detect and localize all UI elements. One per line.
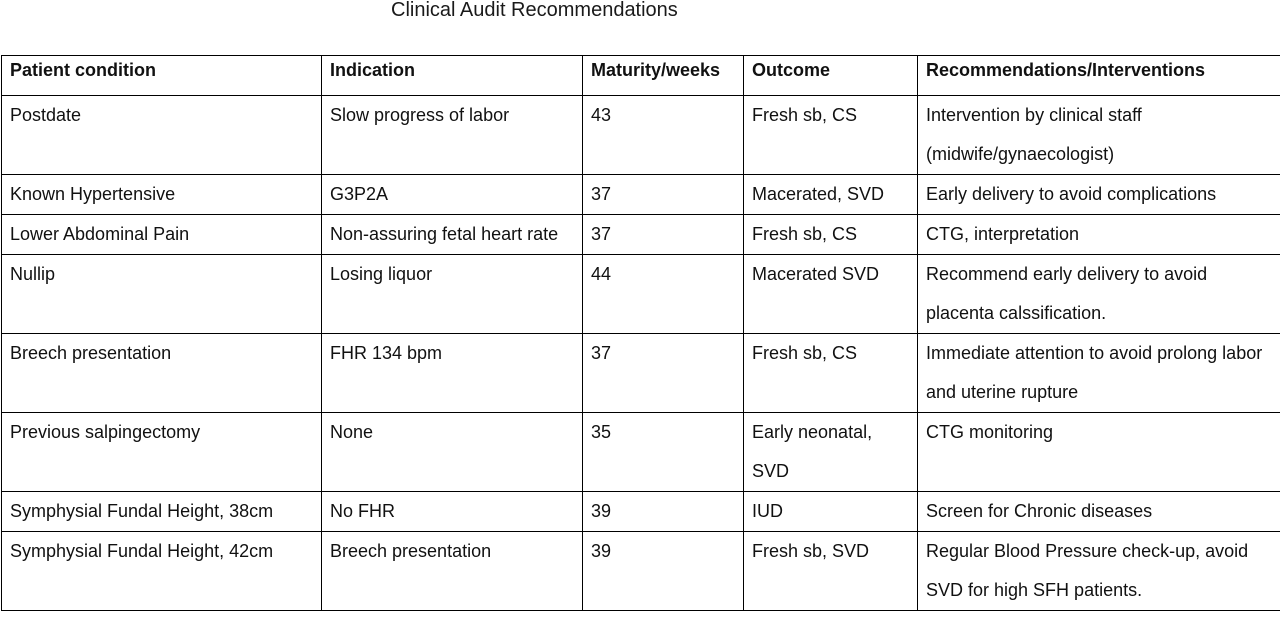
header-patient-condition: Patient condition — [2, 56, 322, 96]
cell-indication: No FHR — [322, 492, 583, 532]
table-row — [2, 215, 1280, 255]
cell-recommendation: Regular Blood Pressure check-up, avoid SVD for high SFH patients. — [918, 532, 1280, 611]
cell-indication: Losing liquor — [322, 255, 583, 334]
header-outcome: Outcome — [744, 56, 918, 96]
table-row — [2, 96, 1280, 175]
cell-patient-condition: Previous salpingectomy — [2, 413, 322, 492]
cell-indication: Non-assuring fetal heart rate — [322, 215, 583, 255]
cell-recommendation: CTG monitoring — [918, 413, 1280, 492]
cell-outcome: Early neonatal, SVD — [744, 413, 918, 492]
cell-patient-condition: Known Hypertensive — [2, 175, 322, 215]
cell-indication: Slow progress of labor — [322, 96, 583, 175]
cell-recommendation: Early delivery to avoid complications — [918, 175, 1280, 215]
cell-patient-condition: Nullip — [2, 255, 322, 334]
table-row — [2, 255, 1280, 334]
header-recommendations: Recommendations/Interventions — [918, 56, 1280, 96]
cell-patient-condition: Postdate — [2, 96, 322, 175]
cell-recommendation: Screen for Chronic diseases — [918, 492, 1280, 532]
cell-indication: Breech presentation — [322, 532, 583, 611]
cell-outcome: Fresh sb, CS — [744, 96, 918, 175]
cell-recommendation: Immediate attention to avoid prolong labor and uterine rupture — [918, 334, 1280, 413]
cell-maturity: 37 — [583, 175, 744, 215]
cell-outcome: Macerated SVD — [744, 255, 918, 334]
table-row — [2, 413, 1280, 492]
table-row — [2, 532, 1280, 611]
table-header-row — [2, 56, 1280, 96]
header-maturity-weeks: Maturity/weeks — [583, 56, 744, 96]
cell-recommendation: CTG, interpretation — [918, 215, 1280, 255]
cell-indication: None — [322, 413, 583, 492]
cell-maturity: 43 — [583, 96, 744, 175]
cell-outcome: Fresh sb, SVD — [744, 532, 918, 611]
cell-outcome: IUD — [744, 492, 918, 532]
cell-patient-condition: Lower Abdominal Pain — [2, 215, 322, 255]
table-row — [2, 175, 1280, 215]
cell-maturity: 37 — [583, 215, 744, 255]
cell-patient-condition: Breech presentation — [2, 334, 322, 413]
header-indication: Indication — [322, 56, 583, 96]
cell-maturity: 37 — [583, 334, 744, 413]
cell-patient-condition: Symphysial Fundal Height, 38cm — [2, 492, 322, 532]
table-row — [2, 492, 1280, 532]
cell-recommendation: Intervention by clinical staff (midwife/gynaecologist) — [918, 96, 1280, 175]
cell-patient-condition: Symphysial Fundal Height, 42cm — [2, 532, 322, 611]
audit-table — [1, 55, 1280, 611]
cell-outcome: Macerated, SVD — [744, 175, 918, 215]
cell-indication: FHR 134 bpm — [322, 334, 583, 413]
cell-indication: G3P2A — [322, 175, 583, 215]
page-title: Clinical Audit Recommendations — [391, 0, 678, 21]
cell-maturity: 44 — [583, 255, 744, 334]
cell-recommendation: Recommend early delivery to avoid placenta calssification. — [918, 255, 1280, 334]
cell-outcome: Fresh sb, CS — [744, 215, 918, 255]
cell-maturity: 35 — [583, 413, 744, 492]
cell-maturity: 39 — [583, 492, 744, 532]
table-row — [2, 334, 1280, 413]
cell-outcome: Fresh sb, CS — [744, 334, 918, 413]
cell-maturity: 39 — [583, 532, 744, 611]
